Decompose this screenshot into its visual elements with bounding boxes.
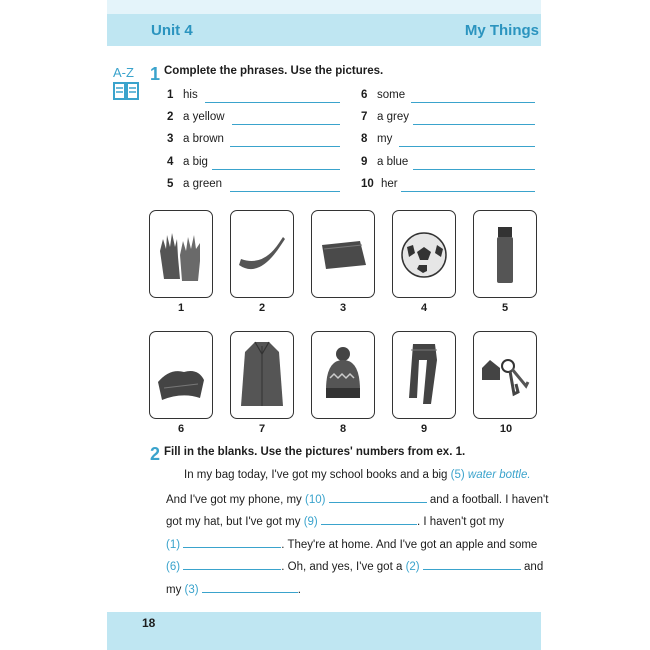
- picture-number: 5: [501, 302, 509, 314]
- exercise-1-number: 1: [150, 64, 161, 84]
- answer-line[interactable]: [413, 124, 535, 125]
- picture-number: 8: [339, 423, 347, 435]
- footer-band: [107, 612, 541, 650]
- example-answer: water bottle.: [467, 469, 531, 481]
- phrase-item: 8 my: [361, 133, 541, 149]
- answer-blank[interactable]: [321, 514, 417, 525]
- picture-number: 6: [177, 423, 185, 435]
- paragraph-line-4: (1) . They're at home. And I've got an apple and some: [166, 539, 538, 551]
- wallet-icon: [316, 217, 370, 291]
- answer-blank[interactable]: [423, 559, 521, 570]
- picture-card: [230, 210, 294, 298]
- paragraph-line-5: (6) . Oh, and yes, I've got a (2) and: [166, 561, 544, 573]
- picture-number: 1: [177, 302, 185, 314]
- gloves-icon: [154, 217, 208, 291]
- answer-blank[interactable]: [183, 559, 281, 570]
- picture-card: [311, 210, 375, 298]
- keys-icon: [478, 338, 532, 412]
- phrase-item: 7 a grey: [361, 111, 541, 127]
- answer-line[interactable]: [230, 146, 340, 147]
- phrase-item: 10 her: [361, 178, 541, 194]
- book-icon: [113, 80, 139, 102]
- paragraph-line-6: my (3) .: [166, 584, 301, 596]
- picture-card: [149, 331, 213, 419]
- page-number: 18: [142, 616, 156, 630]
- picture-card: [311, 331, 375, 419]
- answer-line[interactable]: [399, 146, 535, 147]
- picture-number: 10: [499, 423, 513, 435]
- answer-blank[interactable]: [183, 537, 281, 548]
- unit-label: Unit 4: [151, 22, 193, 39]
- water-bottle-icon: [478, 217, 532, 291]
- scarf-icon: [397, 338, 451, 412]
- workbook-page: [107, 0, 549, 650]
- banana-icon: [235, 217, 289, 291]
- answer-line[interactable]: [411, 102, 535, 103]
- answer-line[interactable]: [413, 169, 535, 170]
- exercise-2-number: 2: [150, 444, 161, 464]
- phrase-item: 2 a yellow: [167, 111, 342, 127]
- phrase-item: 3 a brown: [167, 133, 342, 149]
- phrase-item: 1 his: [167, 89, 342, 105]
- az-label: A-Z: [113, 65, 134, 80]
- picture-card: [473, 331, 537, 419]
- dictionary-icon: [113, 66, 141, 108]
- paragraph-line-3: got my hat, but I've got my (9) . I haven't got my: [166, 516, 505, 528]
- phrase-item: 4 a big: [167, 156, 342, 172]
- football-icon: [397, 217, 451, 291]
- hat-icon: [316, 338, 370, 412]
- picture-card: [149, 210, 213, 298]
- answer-line[interactable]: [212, 169, 340, 170]
- coat-icon: [235, 338, 289, 412]
- picture-number: 3: [339, 302, 347, 314]
- picture-card: [392, 331, 456, 419]
- exercise-1-instruction: Complete the phrases. Use the pictures.: [164, 65, 384, 77]
- picture-card: [473, 210, 537, 298]
- picture-number: 2: [258, 302, 266, 314]
- exercise-2-instruction: Fill in the blanks. Use the pictures' numbers from ex. 1.: [164, 446, 466, 458]
- phrase-item: 6 some: [361, 89, 541, 105]
- paragraph-line-2: And I've got my phone, my (10) and a football. I haven't: [166, 494, 549, 506]
- picture-number: 9: [420, 423, 428, 435]
- answer-line[interactable]: [401, 191, 535, 192]
- answer-blank[interactable]: [329, 492, 427, 503]
- picture-number: 4: [420, 302, 428, 314]
- paragraph-line-1: In my bag today, I've got my school books and a big (5) water bottle.: [184, 469, 531, 481]
- picture-card: [230, 331, 294, 419]
- scarf-bundle-icon: [154, 338, 208, 412]
- picture-card: [392, 210, 456, 298]
- answer-line[interactable]: [232, 124, 340, 125]
- unit-title: My Things: [464, 22, 539, 39]
- phrase-item: 5 a green: [167, 178, 342, 194]
- answer-blank[interactable]: [202, 582, 298, 593]
- answer-line[interactable]: [230, 191, 340, 192]
- phrase-item: 9 a blue: [361, 156, 541, 172]
- answer-line[interactable]: [205, 102, 340, 103]
- picture-number: 7: [258, 423, 266, 435]
